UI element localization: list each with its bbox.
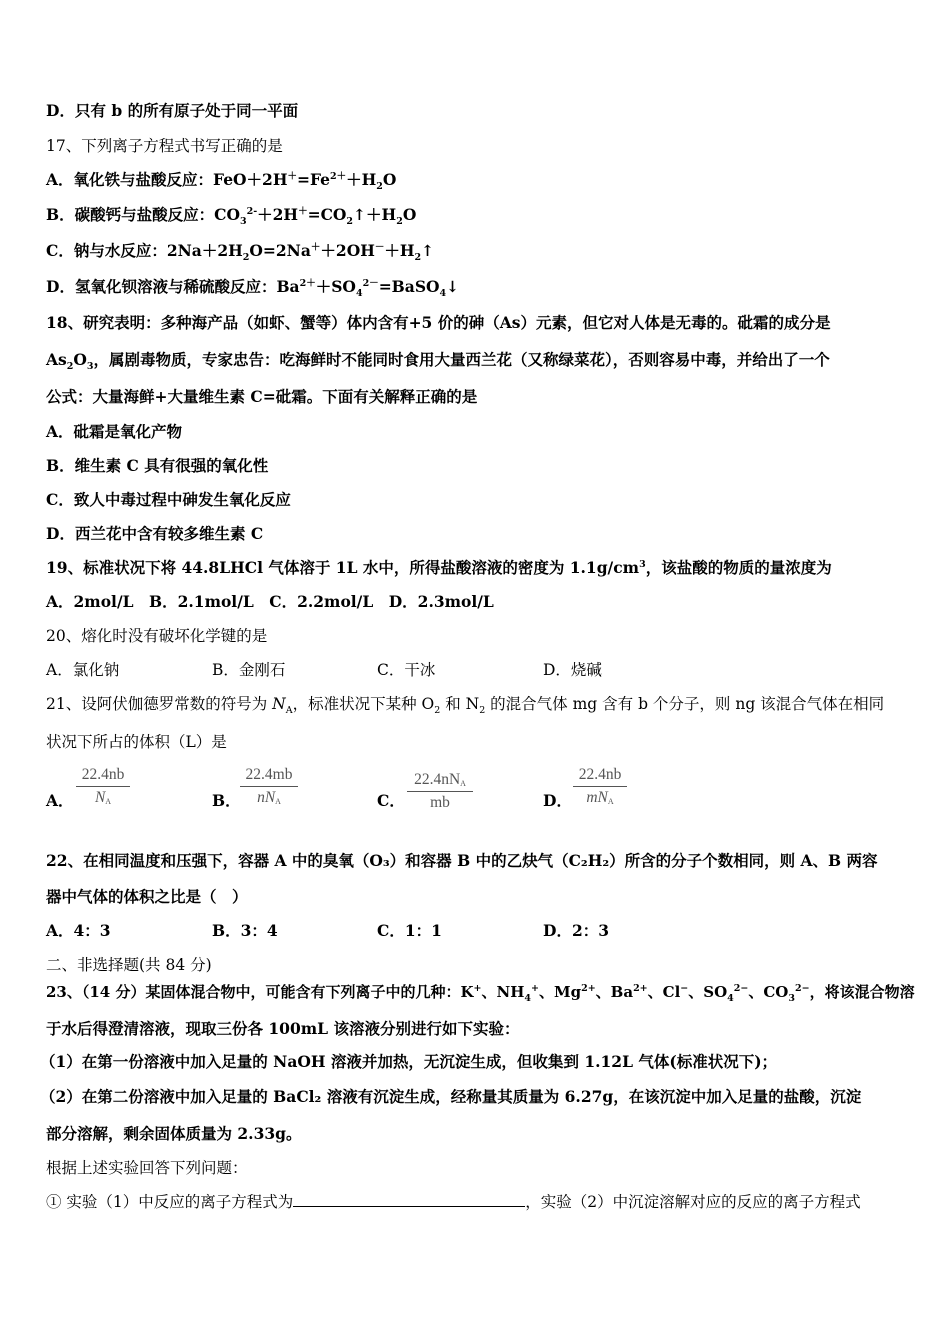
q18-stem-line1: 18、研究表明：多种海产品（如虾、蟹等）体内含有+5 价的砷（As）元素，但它对人体是无毒的。砒霜的成分是 <box>46 313 831 332</box>
q18-option-c: C．致人中毒过程中砷发生氧化反应 <box>46 490 291 509</box>
q21-option-d-label: D． <box>543 791 572 810</box>
q19-stem: 19、标准状况下将 44.8LHCl 气体溶于 1L 水中，所得盐酸溶液的密度为 $1.1g/cm^3$，该盐酸的物质的量浓度为 <box>46 558 832 577</box>
prev-option-d: D．只有 b 的所有原子处于同一平面 <box>46 101 299 120</box>
q22-stem-line1: 22、在相同温度和压强下，容器 A 中的臭氧（O₃）和容器 B 中的乙炔气（C₂H₂）所含的分子个数相同，则 A、B 两容 <box>46 851 878 870</box>
q17-stem: 17、下列离子方程式书写正确的是 <box>46 137 283 155</box>
q20-option-b: B．金刚石 <box>212 661 286 679</box>
q21-option-b-fraction: 22.4mb nNA <box>240 766 298 807</box>
q23-step2-line1: （2）在第二份溶液中加入足量的 BaCl₂ 溶液有沉淀生成，经称量其质量为 6.27g，在该沉淀中加入足量的盐酸，沉淀 <box>40 1087 862 1106</box>
q18-stem-line2: $As_2O_3$，属剧毒物质，专家忠告：吃海鲜时不能同时食用大量西兰花（又称绿菜花），否则容易中毒，并给出了一个 <box>46 350 830 373</box>
q18-option-a: A．砒霜是氧化产物 <box>46 422 183 441</box>
answer-blank[interactable] <box>293 1192 525 1207</box>
q23-step2-line2: 部分溶解，剩余固体质量为 2.33g。 <box>46 1124 302 1143</box>
q21-stem-line1: 21、设阿伏伽德罗常数的符号为 $N_A$，标准状况下某种 $O_2$ 和 $N_2$ 的混合气体 mg 含有 b 个分子，则 ng 该混合气体在相同 <box>46 695 885 717</box>
q18-option-b: B．维生素 C 具有很强的氧化性 <box>46 456 269 475</box>
q22-stem-line2: 器中气体的体积之比是（ ） <box>46 887 248 906</box>
q17-option-c: C．钠与水反应：$2Na+2H_2O=2Na^++2OH^-+H_2↑$ <box>46 241 435 264</box>
q21-stem-line2: 状况下所占的体积（L）是 <box>46 733 227 751</box>
q23-subq1: ① 实验（1）中反应的离子方程式为 ，实验（2）中沉淀溶解对应的反应的离子方程式 <box>46 1193 861 1211</box>
q17-option-a: A．氧化铁与盐酸反应：$FeO+2H^+=Fe^{2+}+H_2O$ <box>46 170 397 193</box>
section-heading: 二、非选择题(共 84 分) <box>46 956 212 974</box>
q20-option-d: D．烧碱 <box>543 661 602 679</box>
q21-option-c-label: C． <box>377 791 405 810</box>
q21-option-c-fraction: 22.4nNA mb <box>407 771 473 812</box>
q17-option-d: D．氢氧化钡溶液与稀硫酸反应：$Ba^{2+}+SO_4^{2-}=BaSO_4↓$ <box>46 277 460 300</box>
q17-option-b: B．碳酸钙与盐酸反应：$CO_3^{2-}+2H^+=CO_2↑+H_2O$ <box>46 205 417 228</box>
q22-option-c: C．1：1 <box>377 921 442 940</box>
q21-option-d-fraction: 22.4nb mNA <box>573 766 627 807</box>
q22-option-b: B．3：4 <box>212 921 278 940</box>
q19-options: A．2mol/L B．2.1mol/L C．2.2mol/L D．2.3mol/L <box>46 592 494 611</box>
q23-stem-line2: 于水后得澄清溶液，现取三份各 100mL 该溶液分别进行如下实验： <box>46 1019 520 1038</box>
q21-option-a-fraction: 22.4nb NA <box>76 766 130 807</box>
q22-option-a: A．4：3 <box>46 921 111 940</box>
q20-option-a: A．氯化钠 <box>46 661 120 679</box>
q21-option-a-label: A． <box>46 791 74 810</box>
q20-stem: 20、熔化时没有破坏化学键的是 <box>46 627 268 645</box>
q23-step1: （1）在第一份溶液中加入足量的 NaOH 溶液并加热，无沉淀生成，但收集到 1.12L 气体(标准状况下)； <box>40 1052 778 1071</box>
q23-stem-line1: 23、（14 分）某固体混合物中，可能含有下列离子中的几种：K+、$NH_4^+$、$Mg^{2+}$、$Ba^{2+}$、Cl−、$SO_4^{2-}$、$CO_3^{2-}$，将该混合物溶 <box>46 983 915 1004</box>
q18-stem-line3: 公式：大量海鲜+大量维生素 C=砒霜。下面有关解释正确的是 <box>46 387 478 406</box>
q22-option-d: D．2：3 <box>543 921 610 940</box>
q20-option-c: C．干冰 <box>377 661 436 679</box>
q21-option-b-label: B． <box>212 791 241 810</box>
q23-ask: 根据上述实验回答下列问题： <box>46 1159 248 1177</box>
q18-option-d: D．西兰花中含有较多维生素 C <box>46 524 264 543</box>
